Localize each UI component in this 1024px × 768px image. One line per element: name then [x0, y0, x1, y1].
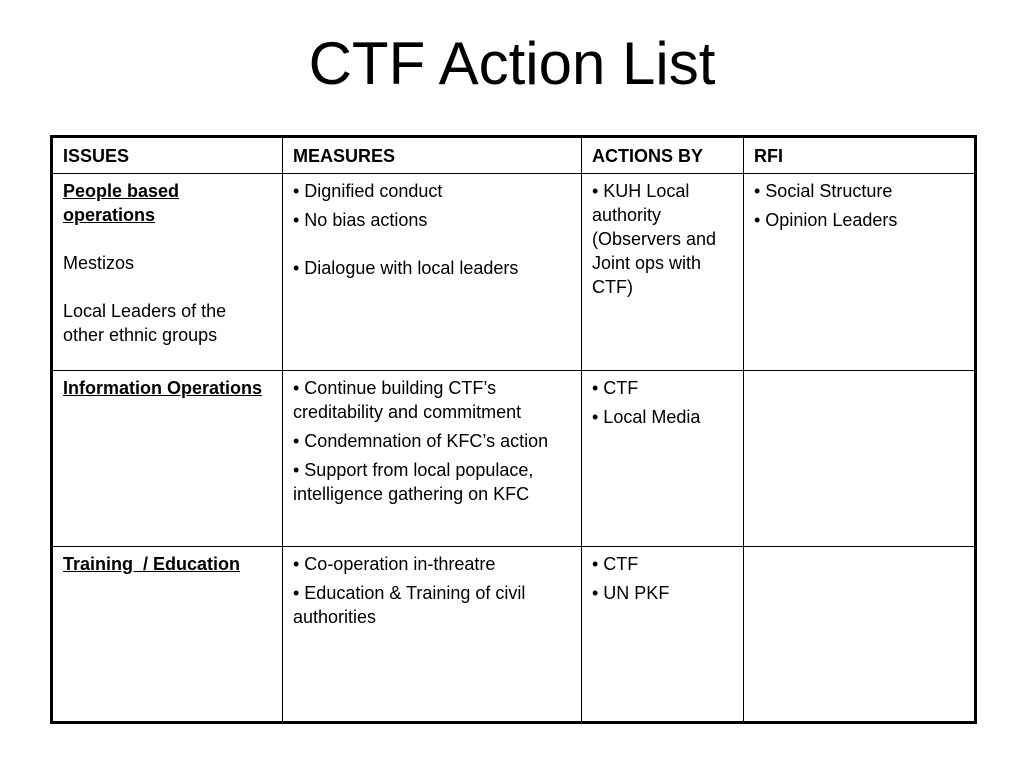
action-item: • UN PKF: [592, 583, 670, 603]
measures-cell: [283, 371, 582, 547]
header-rfi: RFI: [744, 137, 976, 174]
measure-item: • Support from local populace, intelligence gathering on KFC: [293, 460, 534, 504]
actions-by-cell: [582, 547, 744, 723]
header-issues: ISSUES: [52, 137, 283, 174]
rfi-cell: [744, 371, 976, 547]
table-header-row: [52, 137, 976, 174]
header-measures: MEASURES: [283, 137, 582, 174]
header-actions-by: ACTIONS BY: [582, 137, 744, 174]
table-row: [52, 547, 976, 723]
action-item: • KUH Local authority (Observers and Joint ops with CTF): [592, 181, 717, 297]
measure-item: • Continue building CTF’s creditability and commitment: [293, 378, 522, 422]
action-item: • CTF: [592, 378, 639, 398]
page-title: CTF Action List: [308, 30, 716, 97]
issue-title: People based operations: [63, 181, 180, 225]
measures-cell: [283, 174, 582, 371]
rfi-item: • Social Structure: [754, 181, 893, 201]
action-table: [50, 135, 977, 724]
measure-item: • Dignified conduct: [293, 181, 443, 201]
issues-cell: [52, 371, 283, 547]
issues-cell: [52, 174, 283, 371]
table-row: [52, 371, 976, 547]
action-item: • Local Media: [592, 407, 701, 427]
rfi-cell: [744, 174, 976, 371]
measure-item: • Co-operation in-threatre: [293, 554, 496, 574]
actions-by-cell: [582, 371, 744, 547]
rfi-item: • Opinion Leaders: [754, 210, 898, 230]
measure-item: • Education & Training of civil authorities: [293, 583, 526, 627]
issue-line: Mestizos: [63, 253, 135, 273]
measure-item: • Dialogue with local leaders: [293, 258, 519, 278]
measure-item: • Condemnation of KFC’s action: [293, 431, 549, 451]
issue-line: Local Leaders of the other ethnic groups: [63, 301, 227, 345]
action-item: • CTF: [592, 554, 639, 574]
rfi-cell: [744, 547, 976, 723]
issues-cell: [52, 547, 283, 723]
measures-cell: [283, 547, 582, 723]
table-row: [52, 174, 976, 371]
measure-item: • No bias actions: [293, 210, 428, 230]
issue-title: Information Operations: [63, 378, 263, 398]
actions-by-cell: [582, 174, 744, 371]
issue-title: Training / Education: [63, 554, 241, 574]
